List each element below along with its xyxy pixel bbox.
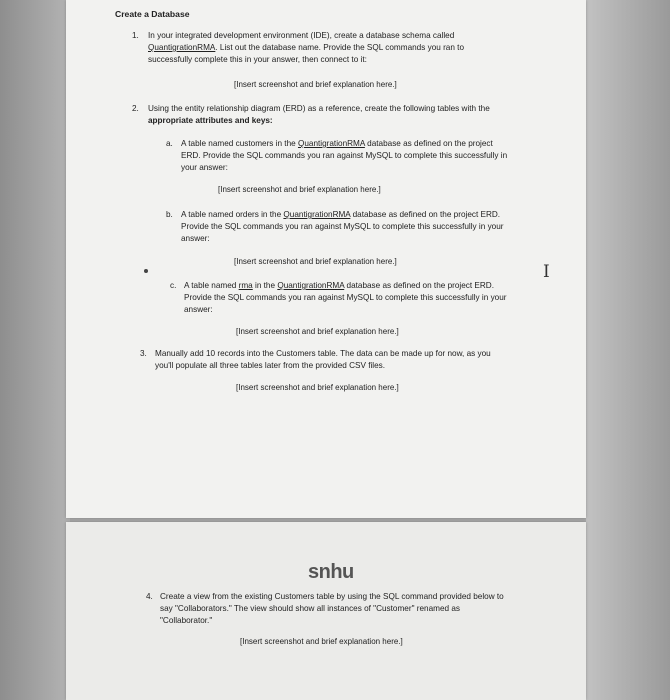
q2a-line2: ERD. Provide the SQL commands you ran against MySQL to complete this successfully in	[181, 151, 508, 160]
q4-placeholder: [Insert screenshot and brief explanation here.]	[240, 637, 403, 646]
text-cursor-icon: I	[543, 262, 550, 282]
q2a-placeholder: [Insert screenshot and brief explanation here.]	[218, 185, 381, 194]
schema-name: QuantigrationRMA	[148, 43, 216, 52]
q4-line3: "Collaborator."	[160, 616, 213, 625]
q2b-line1	[181, 209, 500, 221]
q2c-table-name: rma	[238, 281, 253, 290]
q2-line1: Using the entity relationship diagram (ERD) as a reference, create the following tables with the	[148, 104, 490, 113]
q3-placeholder: [Insert screenshot and brief explanation here.]	[236, 383, 399, 392]
q4-number: 4.	[146, 592, 153, 601]
q2b-pre: A table named orders in the	[181, 210, 284, 219]
q2b-line2: Provide the SQL commands you ran against MySQL to complete this successfully in your	[181, 222, 504, 231]
q2a-letter: a.	[166, 139, 173, 148]
q2b-line3: answer:	[181, 234, 210, 243]
q1-line3: successfully complete this in your answer, then connect to it:	[148, 55, 367, 64]
q2c-placeholder: [Insert screenshot and brief explanation here.]	[236, 327, 399, 336]
q2a-schema-name: QuantigrationRMA	[297, 139, 365, 148]
q1-line2-rest: . List out the database name. Provide the SQL commands you ran to	[215, 43, 465, 52]
q2c-line2: Provide the SQL commands you ran against MySQL to complete this successfully in your	[184, 293, 507, 302]
q2b-placeholder: [Insert screenshot and brief explanation here.]	[234, 257, 397, 266]
q1-line1: In your integrated development environment (IDE), create a database schema called	[148, 31, 455, 40]
q3-number: 3.	[140, 349, 147, 358]
q1-line2	[148, 42, 464, 54]
q2c-letter: c.	[170, 281, 177, 290]
q3-line2: you'll populate all three tables later from the provided CSV files.	[155, 361, 386, 370]
bullet-dot	[144, 269, 148, 273]
background-right	[586, 0, 670, 700]
q2-number: 2.	[132, 104, 139, 113]
q2b-post: database as defined on the project ERD.	[350, 210, 501, 219]
q1-number: 1.	[132, 31, 139, 40]
q3-line1: Manually add 10 records into the Customers table. The data can be made up for now, as you	[155, 349, 491, 358]
q2c-line1	[184, 280, 494, 292]
snhu-logo: snhu	[308, 561, 354, 583]
q2b-letter: b.	[166, 210, 173, 219]
q2-line2: appropriate attributes and keys:	[148, 116, 273, 125]
q2a-line3: your answer:	[181, 163, 228, 172]
q1-placeholder: [Insert screenshot and brief explanation here.]	[234, 80, 397, 89]
q2c-pre: A table named	[184, 281, 239, 290]
q2c-post: database as defined on the project ERD.	[344, 281, 494, 290]
background-left	[0, 0, 70, 700]
q2c-schema-name: QuantigrationRMA	[277, 281, 345, 290]
q2a-line1	[181, 138, 493, 150]
q2a-pre: A table named customers in the	[181, 139, 298, 148]
q2c-mid: in the	[252, 281, 278, 290]
q2a-post: database as defined on the project	[364, 139, 493, 148]
q4-line1: Create a view from the existing Customers table by using the SQL command provided below to	[160, 592, 504, 601]
document-title: Create a Database	[115, 9, 190, 19]
q2c-line3: answer:	[184, 305, 213, 314]
q2b-schema-name: QuantigrationRMA	[283, 210, 351, 219]
q4-line2: say "Collaborators." The view should show all instances of "Customer" renamed as	[160, 604, 460, 613]
